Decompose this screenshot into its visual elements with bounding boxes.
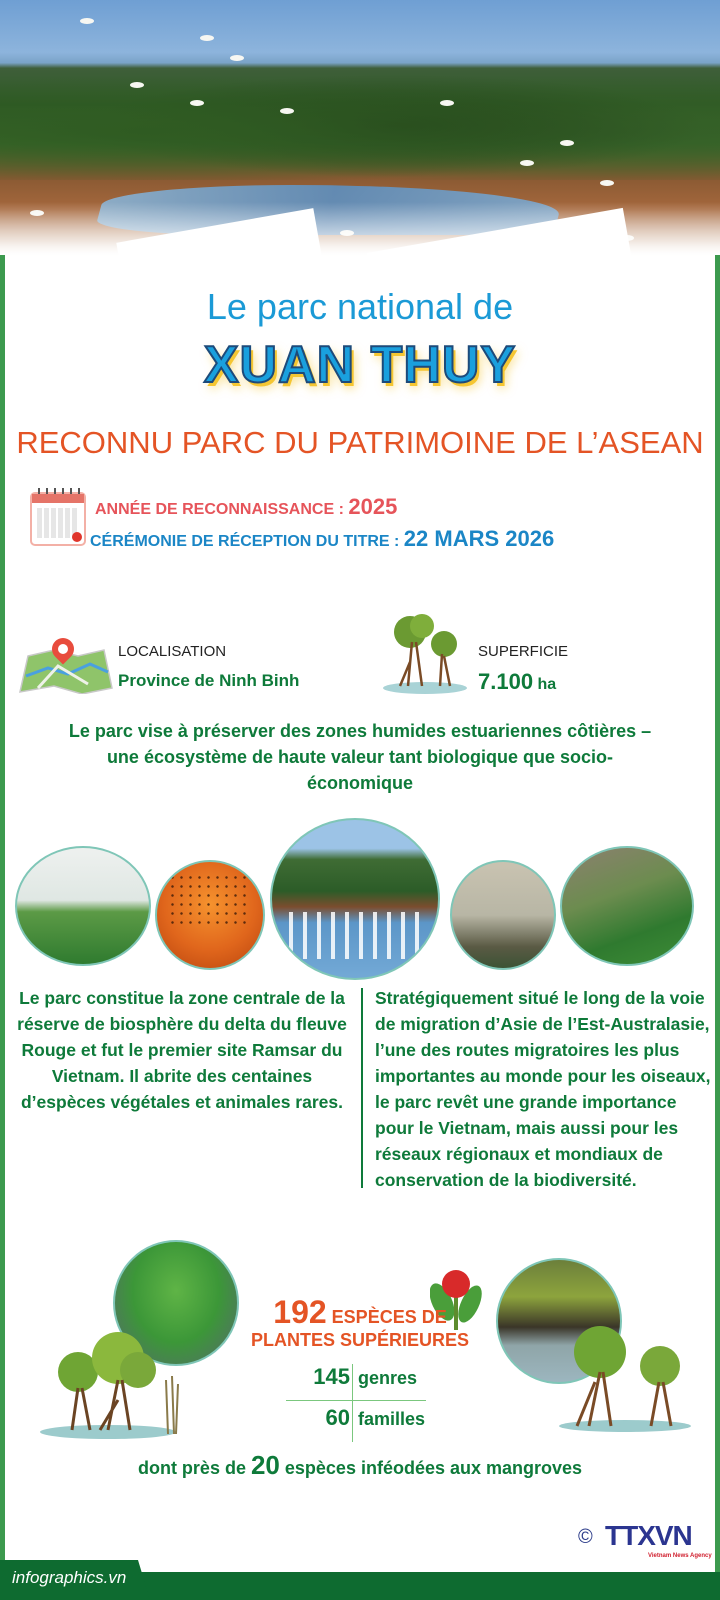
recognition-value: 2025	[348, 494, 398, 519]
bird	[230, 55, 244, 61]
sunset-birds-photo	[155, 860, 265, 970]
bird	[560, 140, 574, 146]
hero-fade	[0, 202, 720, 262]
bird	[80, 18, 94, 24]
stat-families	[260, 1405, 460, 1439]
stat-divider-horizontal	[286, 1400, 426, 1401]
footnote-post: espèces inféodées aux mangroves	[279, 1458, 583, 1478]
intro-text: Le parc vise à préserver des zones humides estuariennes côtières – une écosystème de haute valeur tant biologique que socio-économique	[68, 721, 652, 793]
location-value: Province de Ninh Binh	[118, 671, 300, 690]
species-label-line2: PLANTES SUPÉRIEURES	[250, 1330, 470, 1350]
bird	[130, 82, 144, 88]
bird	[600, 180, 614, 186]
species-label: ESPÈCES DE	[326, 1307, 447, 1327]
mangrove-mist-photo	[15, 846, 151, 966]
column-divider	[361, 988, 363, 1188]
genres-count: 145	[313, 1364, 350, 1389]
genres-label: genres	[358, 1368, 418, 1388]
plant-species-total	[0, 1294, 720, 1331]
biosphere-text: Le parc constitue la zone centrale de la réserve de biosphère du delta du fleuve Rouge et fut le premier site Ramsar du Vietnam. Il abrite des centaines d’espèces végétales et animales rares.	[17, 988, 347, 1112]
stat-genres	[260, 1364, 460, 1398]
families-label: familles	[358, 1409, 426, 1429]
area-value	[478, 669, 556, 695]
hero-photo-egrets	[0, 0, 720, 262]
mangrove-tree-icon	[382, 612, 468, 696]
area-unit: ha	[533, 676, 557, 693]
page-subtitle: RECONNU PARC DU PATRIMOINE DE L’ASEAN	[16, 425, 704, 460]
migration-text: Stratégiquement situé le long de la voie de migration d’Asie de l’Est-Australasie, l’une des routes migratoires les plus importantes au monde pour les oiseaux, le parc revêt une grande importance pour le Vietnam, mais aussi pour les réseaux régionaux et mondiaux de conservation de la biodiversité.	[375, 988, 711, 1190]
bird	[520, 160, 534, 166]
species-count: 192	[273, 1294, 327, 1330]
ceremony-value: 22 MARS 2026	[403, 526, 555, 551]
recognition-label: ANNÉE DE RECONNAISSANCE :	[95, 501, 349, 518]
ceremony-date	[90, 526, 554, 552]
egrets-wetland-photo	[270, 818, 440, 980]
footer-brand-link[interactable]: infographics.vn	[12, 1568, 127, 1587]
bird	[280, 108, 294, 114]
location-label: LOCALISATION	[118, 643, 227, 660]
calendar-icon	[30, 492, 86, 546]
families-count: 60	[325, 1405, 350, 1430]
ttxvn-logo: TTXVN	[605, 1520, 692, 1551]
mangrove-species-note	[0, 1450, 720, 1481]
copyright-icon: ©	[578, 1526, 593, 1548]
logo-subtitle: Vietnam News Agency	[648, 1553, 712, 1559]
area-number: 7.100	[478, 669, 534, 694]
footnote-number: 20	[250, 1450, 280, 1480]
page-title: XUAN THUY	[203, 336, 517, 394]
fishermen-photo	[450, 860, 556, 970]
ceremony-label: CÉRÉMONIE DE RÉCEPTION DU TITRE :	[90, 533, 404, 550]
bird	[200, 35, 214, 41]
footnote-pre: dont près de	[137, 1458, 251, 1478]
area-label: SUPERFICIE	[478, 643, 569, 660]
recognition-year	[95, 494, 397, 520]
mangrove-mudflat-photo	[560, 846, 694, 966]
bird	[190, 100, 204, 106]
title-intro: Le parc national de	[206, 286, 514, 327]
bird	[440, 100, 454, 106]
treeline	[0, 60, 720, 180]
